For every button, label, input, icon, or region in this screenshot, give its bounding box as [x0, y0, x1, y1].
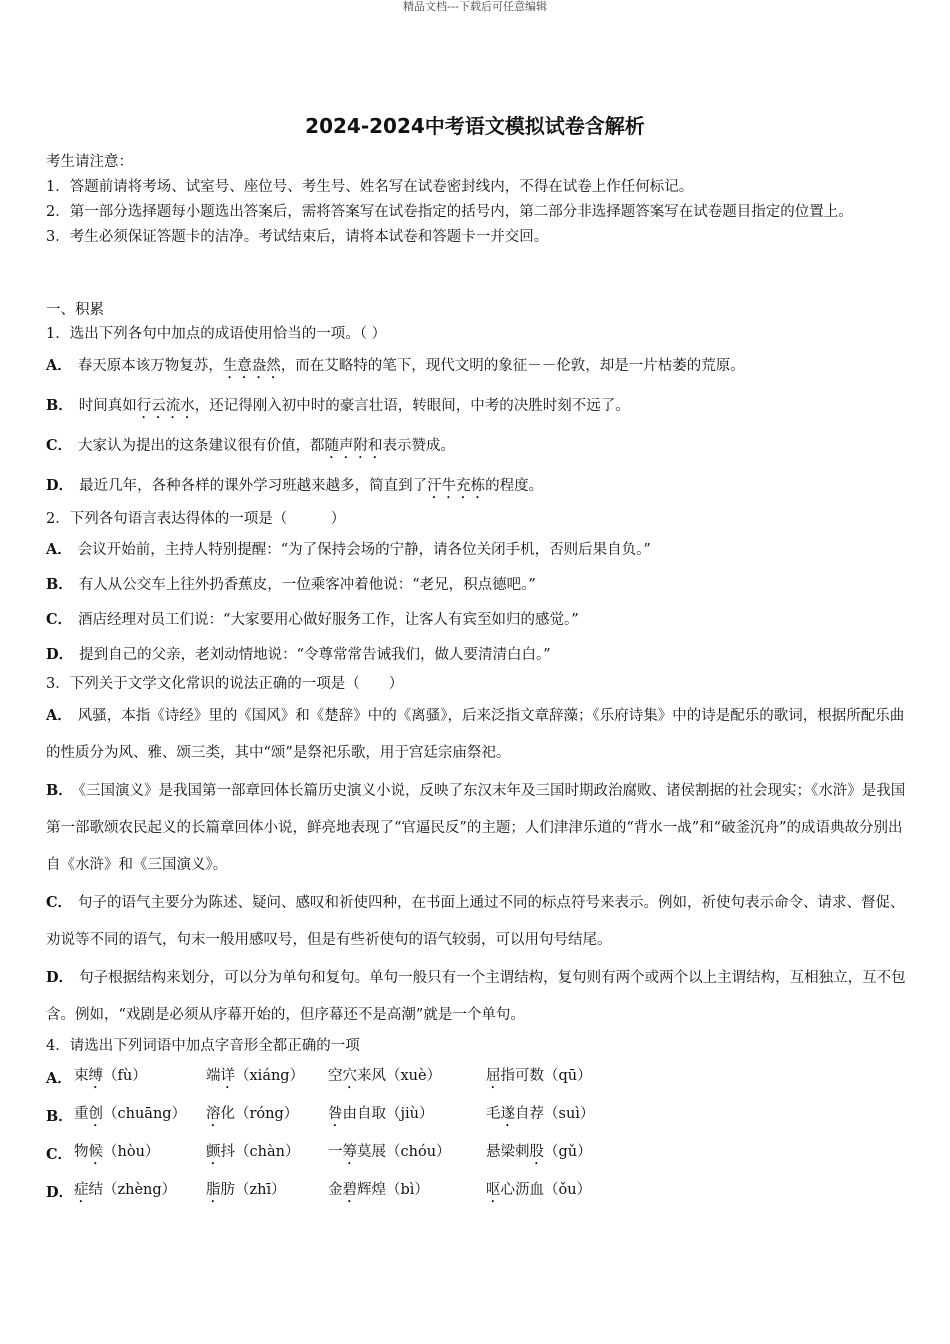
option-text: 最近几年，各种各样的课外学习班越来越多，简直到了 — [79, 477, 428, 494]
exam-notes — [46, 150, 906, 250]
page-header: 精品文档---下载后可任意编辑 — [403, 0, 547, 13]
pinyin: （zhèng） — [103, 1182, 177, 1198]
option-c — [46, 1135, 906, 1173]
option-letter: C． — [46, 436, 73, 454]
dotted-char: 缚 — [88, 1068, 103, 1084]
word-item: 症结（zhèng） — [74, 1182, 177, 1198]
option-letter: B． — [46, 1107, 73, 1125]
word-item: 屈指可数（qū） — [486, 1068, 592, 1084]
option-letter: D． — [46, 476, 74, 494]
pinyin: （fù） — [103, 1068, 147, 1084]
pinyin: （gǔ） — [544, 1144, 592, 1160]
notes-heading: 考生请注意： — [46, 154, 133, 170]
question-stem: 4．请选出下列词语中加点字音形全都正确的一项 — [46, 1038, 360, 1054]
word-item: 一筹莫展（chóu） — [328, 1144, 451, 1160]
pinyin: （ǒu） — [544, 1182, 592, 1198]
question-stem: 3．下列关于文学文化常识的说法正确的一项是（ ） — [46, 676, 404, 692]
pinyin: （xuè） — [386, 1068, 442, 1084]
dotted-char: 溶 — [206, 1106, 221, 1122]
word-item: 金碧辉煌（bì） — [328, 1182, 429, 1198]
option-text: 会议开始前，主持人特别提醒：“为了保持会场的宁静，请各位关闭手机，否则后果自负。” — [77, 541, 651, 558]
dotted-idiom: 汗牛充栋 — [427, 477, 486, 494]
option-letter: A． — [46, 1069, 72, 1087]
question-stem: 1．选出下列各句中加点的成语使用恰当的一项。（ ） — [46, 326, 387, 342]
dotted-idiom: 随声附和 — [324, 437, 383, 454]
option-a — [46, 697, 906, 772]
option-letter: C． — [46, 1145, 73, 1163]
word-item: 脂肪（zhī） — [206, 1182, 286, 1198]
dotted-char: 详 — [220, 1068, 235, 1084]
option-text: 春天原本该万物复苏， — [77, 357, 223, 374]
option-letter: D． — [46, 1183, 74, 1201]
option-text: 大家认为提出的这条建议很有价值，都 — [78, 437, 325, 454]
pinyin: （suì） — [544, 1106, 595, 1122]
option-text: ，而在艾略特的笔下，现代文明的象征－－伦敦，却是一片枯萎的荒原。 — [280, 357, 745, 374]
option-letter: A． — [46, 540, 72, 558]
option-b — [46, 567, 906, 602]
word-item: 咎由自取（jiù） — [328, 1106, 434, 1122]
word-item: 溶化（róng） — [206, 1106, 299, 1122]
document-title: 2024-2024中考语文模拟试卷含解析 — [305, 114, 645, 138]
option-text: ，还记得刚入初中时的豪言壮语，转眼间，中考的决胜时刻不远了。 — [194, 397, 630, 414]
option-text: 时间真如 — [78, 397, 137, 414]
question-4 — [46, 1034, 906, 1211]
option-letter: B． — [46, 396, 73, 414]
word-item: 束缚（fù） — [74, 1068, 147, 1084]
word-item: 端详（xiáng） — [206, 1068, 305, 1084]
option-letter: A． — [46, 707, 72, 724]
notes-item: 1．答题前请将考场、试室号、座位号、考生号、姓名写在试卷密封线内，不得在试卷上作任何标记。 — [46, 179, 694, 195]
question-3 — [46, 672, 906, 1034]
notes-item: 3．考生必须保证答题卡的洁净。考试结束后，请将本试卷和答题卡一并交回。 — [46, 229, 549, 245]
notes-item: 2．第一部分选择题每小题选出答案后，需将答案写在试卷指定的括号内，第二部分非选择题答案写在试卷题目指定的位置上。 — [46, 204, 853, 220]
question-stem: 2．下列各句语言表达得体的一项是（ ） — [46, 511, 346, 527]
dotted-char: 颤 — [206, 1144, 221, 1160]
option-b — [46, 772, 906, 884]
option-letter: A． — [46, 356, 72, 374]
option-text: 句子根据结构来划分，可以分为单句和复句。单句一般只有一个主谓结构，复句则有两个或两个以上主谓结构，互相独立，互不包含。例如，“戏剧是必须从序幕开始的，但序幕还不是高潮”就是一个单句。 — [46, 970, 906, 1023]
questions — [46, 322, 906, 1211]
dotted-char: 遂 — [500, 1106, 515, 1122]
option-d — [46, 467, 906, 507]
question-1 — [46, 322, 906, 507]
option-text: 句子的语气主要分为陈述、疑问、感叹和祈使四种，在书面上通过不同的标点符号来表示。例如，祈使句表示命令、请求、督促、劝说等不同的语气，句末一般用感叹号，但是有些祈使句的语气较弱，可以用句号结尾。 — [46, 895, 905, 948]
word-item: 颤抖（chàn） — [206, 1144, 300, 1160]
option-text: 风骚，本指《诗经》里的《国风》和《楚辞》中的《离骚》，后来泛指文章辞藻；《乐府诗集》中的诗是配乐的歌词，根据所配乐曲的性质分为风、雅、颂三类，其中“颂”是祭祀乐歌，用于宫廷宗庙祭祀。 — [46, 708, 905, 761]
dotted-char: 症 — [74, 1182, 89, 1198]
question-2 — [46, 507, 906, 672]
pinyin: （chàn） — [235, 1144, 300, 1160]
option-letter: B． — [46, 575, 73, 593]
pinyin: （hòu） — [103, 1144, 160, 1160]
option-d — [46, 959, 906, 1034]
option-text: 的程度。 — [485, 477, 544, 494]
dotted-char: 穴 — [342, 1068, 357, 1084]
option-d — [46, 637, 906, 672]
word-item: 空穴来风（xuè） — [328, 1068, 442, 1084]
option-text: 《三国演义》是我国第一部章回体长篇历史演义小说，反映了东汉末年及三国时期政治腐败、诸侯割据的社会现实；《水浒》是我国第一部歌颂农民起义的长篇章回体小说，鲜亮地表现了“官逼民反”的主题；人们津津乐道的“背水一战”和“破釜沉舟”的成语典故分别出自《水浒》和《三国演义》。 — [46, 783, 906, 873]
option-text: 酒店经理对员工们说：“大家要用心做好服务工作，让客人有宾至如归的感觉。” — [78, 611, 579, 628]
option-text: 提到自己的父亲，老刘动情地说：“令尊常常告诫我们，做人要清清白白。” — [79, 646, 551, 663]
dotted-char: 筹 — [342, 1144, 357, 1160]
pinyin: （xiáng） — [235, 1068, 305, 1084]
dotted-char: 碧 — [342, 1182, 357, 1198]
dotted-char: 咎 — [328, 1106, 343, 1122]
option-letter: C． — [46, 610, 73, 628]
word-item: 重创（chuāng） — [74, 1106, 187, 1122]
pinyin: （róng） — [235, 1106, 299, 1122]
option-letter: D． — [46, 645, 74, 663]
dotted-char: 屈 — [486, 1068, 501, 1084]
dotted-char: 呕 — [486, 1182, 501, 1198]
word-item: 悬梁刺股（gǔ） — [486, 1144, 592, 1160]
dotted-char: 候 — [88, 1144, 103, 1160]
pinyin: （jiù） — [386, 1106, 434, 1122]
word-item: 毛遂自荐（suì） — [486, 1106, 595, 1122]
pinyin: （chóu） — [386, 1144, 451, 1160]
pinyin: （chuāng） — [103, 1106, 187, 1122]
option-letter: D． — [46, 969, 74, 986]
option-a — [46, 532, 906, 567]
word-item: 呕心沥血（ǒu） — [486, 1182, 592, 1198]
pinyin: （qū） — [544, 1068, 592, 1084]
option-text: 有人从公交车上往外扔香蕉皮，一位乘客冲着他说：“老兄，积点德吧。” — [78, 576, 536, 593]
option-d — [46, 1173, 906, 1211]
option-c — [46, 427, 906, 467]
dotted-char: 股 — [529, 1144, 544, 1160]
pinyin: （bì） — [386, 1182, 429, 1198]
option-letter: B． — [46, 782, 73, 799]
option-c — [46, 884, 906, 959]
section-title: 一、积累 — [46, 302, 104, 318]
dotted-idiom: 生意盎然 — [222, 357, 281, 374]
pinyin: （zhī） — [235, 1182, 286, 1198]
dotted-idiom: 行云流水 — [136, 397, 195, 414]
dotted-char: 创 — [88, 1106, 103, 1122]
word-item: 物候（hòu） — [74, 1144, 160, 1160]
option-a — [46, 347, 906, 387]
option-a — [46, 1059, 906, 1097]
option-letter: C． — [46, 894, 73, 911]
option-b — [46, 387, 906, 427]
option-c — [46, 602, 906, 637]
dotted-char: 脂 — [206, 1182, 221, 1198]
option-b — [46, 1097, 906, 1135]
option-text: 表示赞成。 — [382, 437, 456, 454]
